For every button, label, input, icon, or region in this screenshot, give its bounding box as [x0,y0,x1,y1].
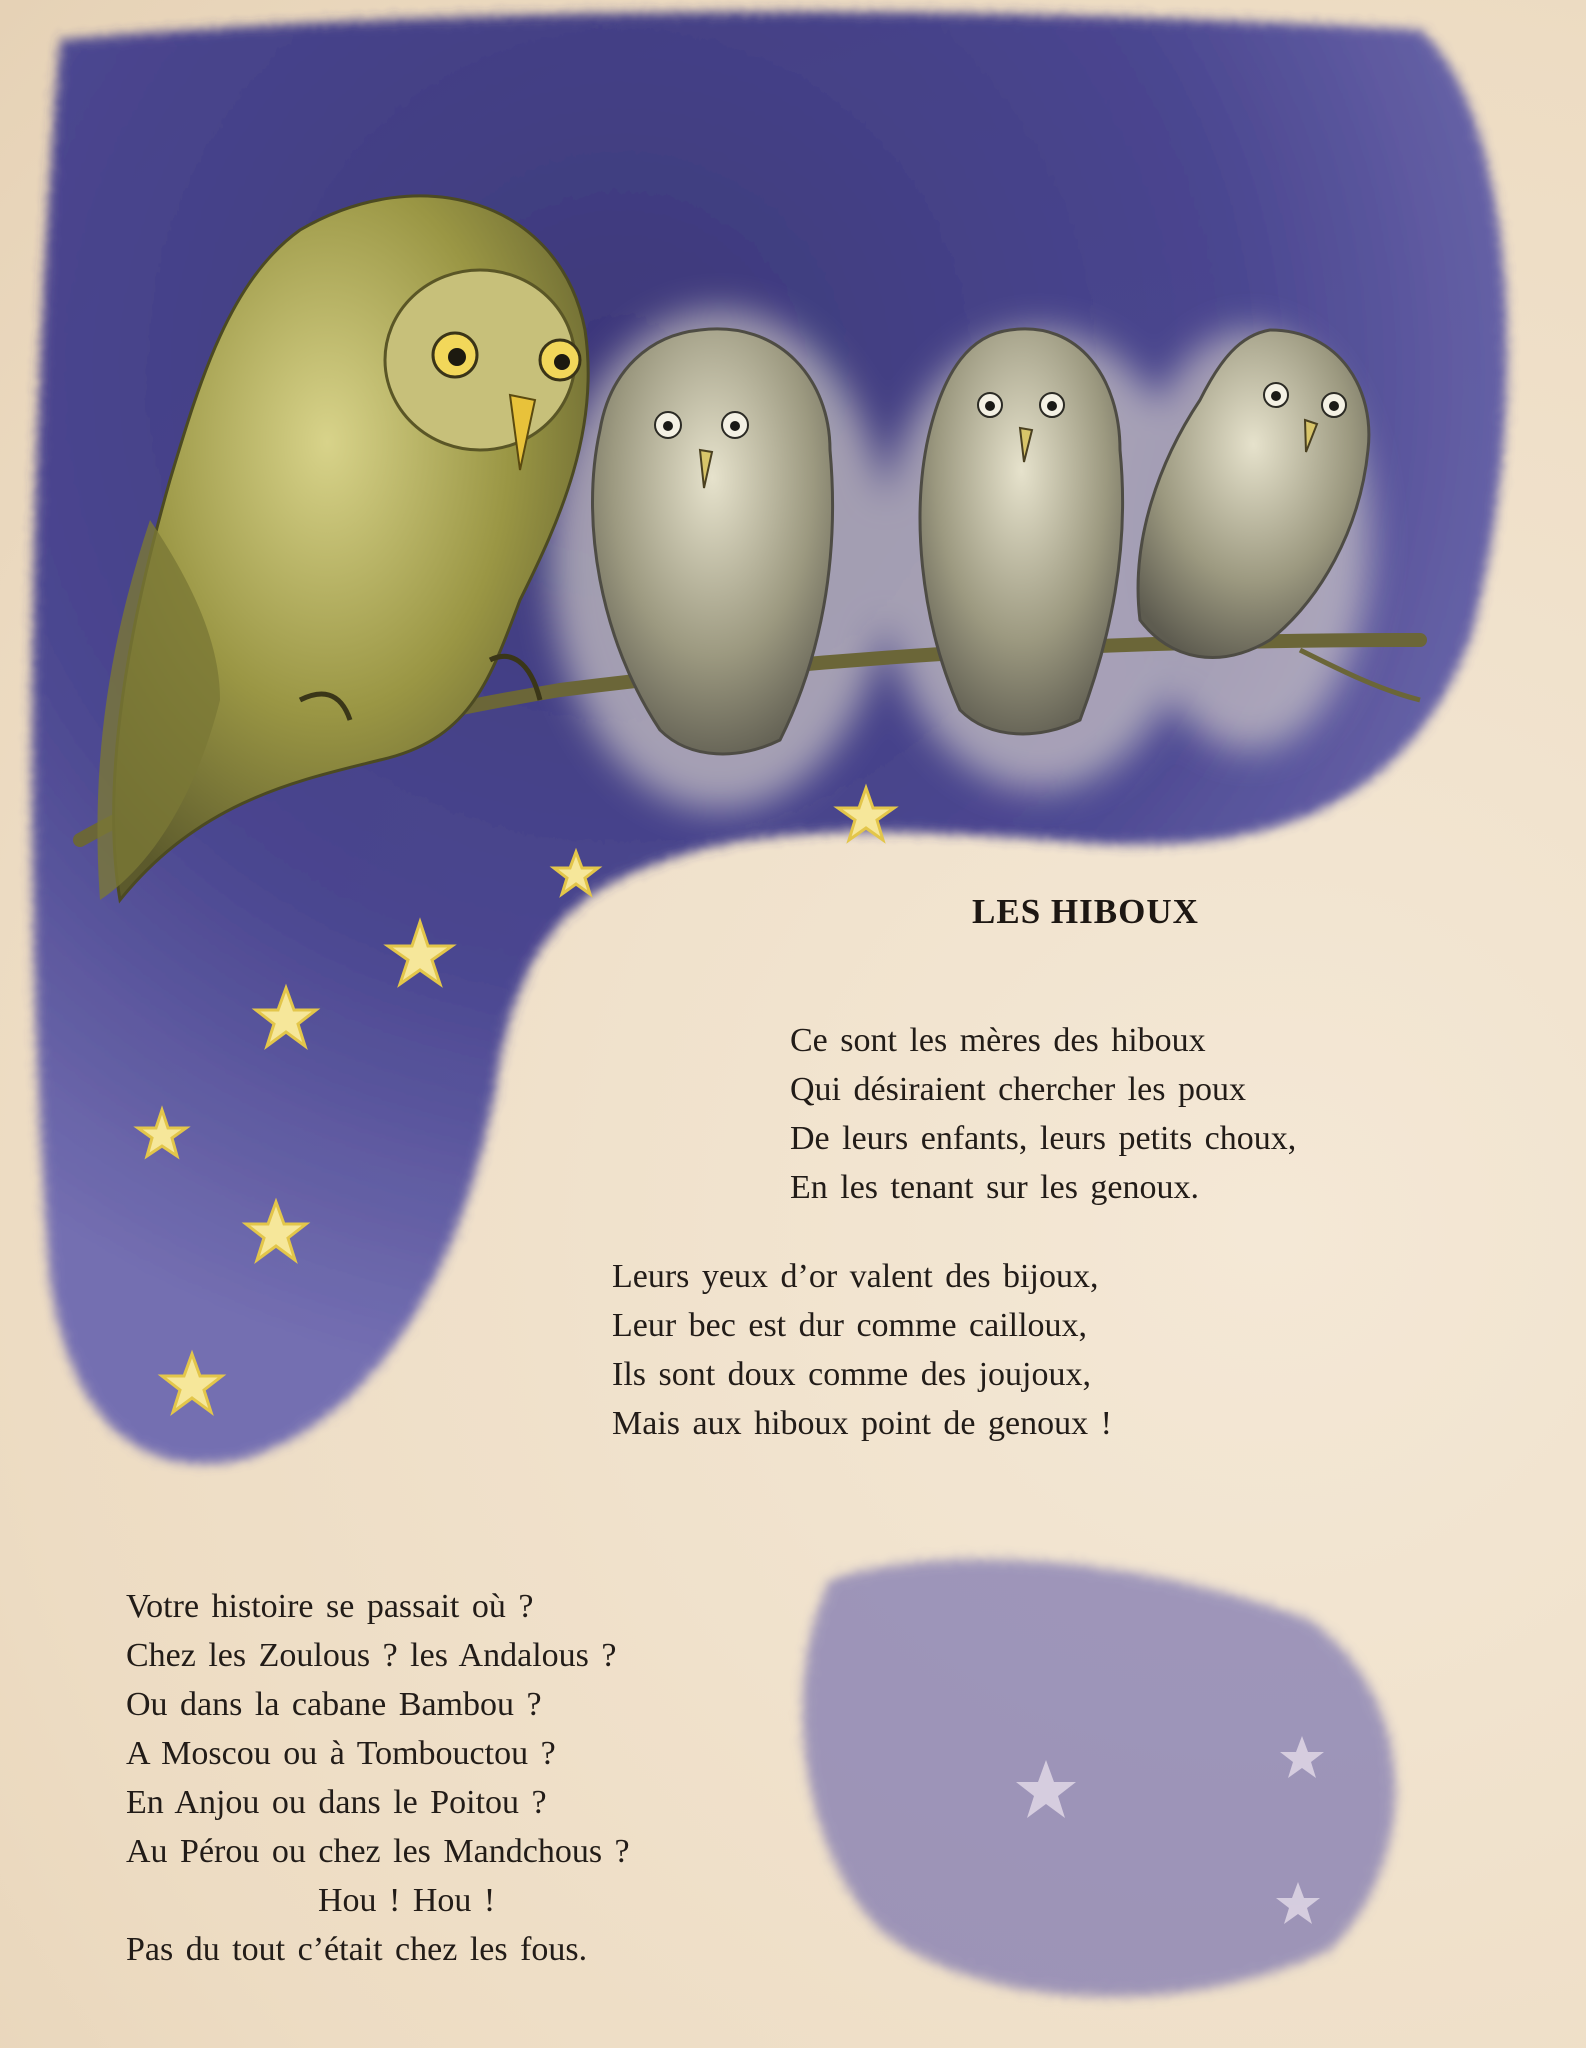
verse-line: Votre histoire se passait où ? [126,1588,534,1625]
verse-line: Ce sont les mères des hiboux [790,1022,1206,1059]
night-sky-bottom-wash [803,1559,1395,1997]
verse-line: Leurs yeux d’or valent des bijoux, [612,1258,1099,1295]
verse-line: Pas du tout c’était chez les fous. [126,1931,588,1968]
verse-line-refrain: Hou ! Hou ! [318,1882,496,1919]
owl-chick-2 [920,329,1123,734]
verse-line: Leur bec est dur comme cailloux, [612,1307,1088,1344]
stanza-2 [612,1252,1112,1448]
verse-line: Qui désiraient chercher les poux [790,1071,1246,1108]
verse-line: En les tenant sur les genoux. [790,1169,1200,1206]
verse-line: En Anjou ou dans le Poitou ? [126,1784,547,1821]
verse-line: Ils sont doux comme des joujoux, [612,1356,1091,1393]
verse-line: Chez les Zoulous ? les Andalous ? [126,1637,617,1674]
verse-line: Ou dans la cabane Bambou ? [126,1686,542,1723]
verse-line: A Moscou ou à Tombouctou ? [126,1735,556,1772]
stanza-3 [126,1582,630,1974]
stanza-1 [790,1016,1296,1212]
verse-line: De leurs enfants, leurs petits choux, [790,1120,1297,1157]
poem-title: LES HIBOUX [972,892,1199,931]
verse-line: Au Pérou ou chez les Mandchous ? [126,1833,630,1870]
verse-line: Mais aux hiboux point de genoux ! [612,1405,1112,1442]
